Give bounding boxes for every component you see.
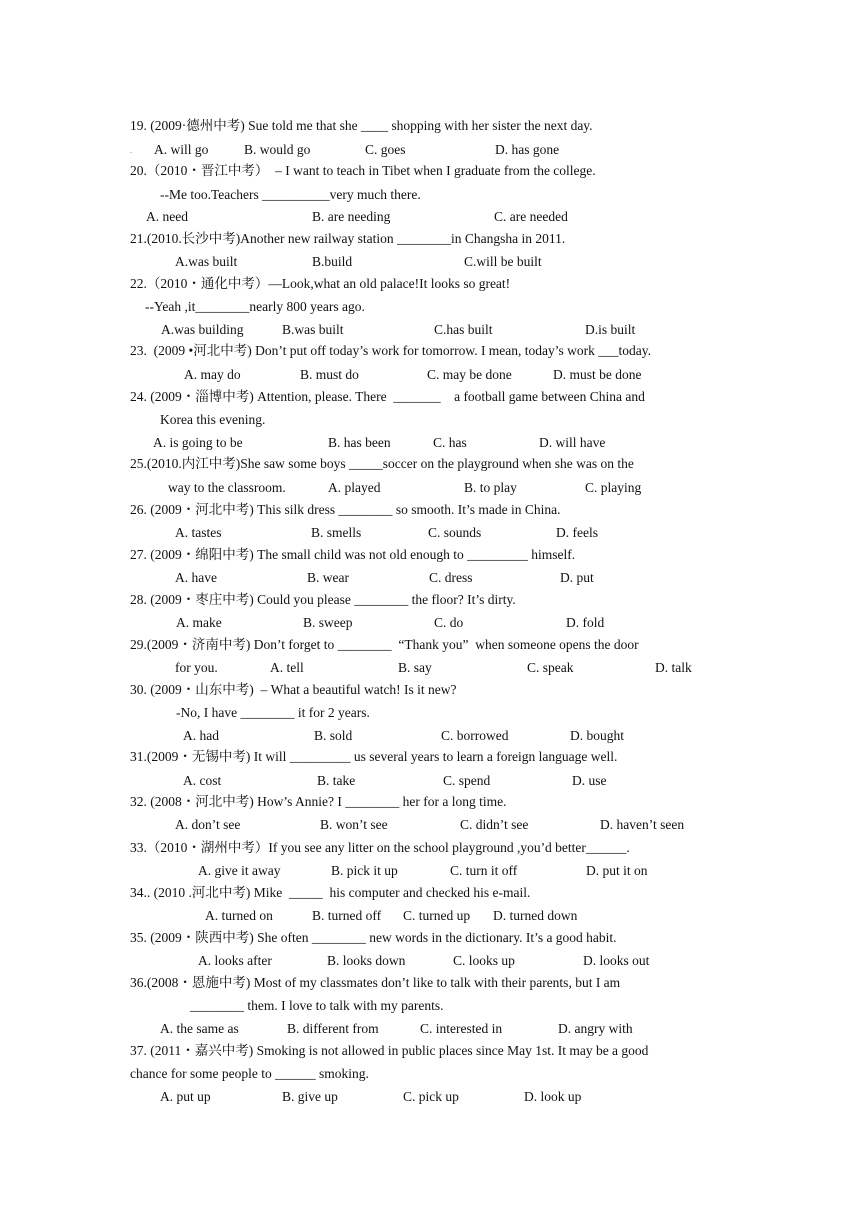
- answer-option: way to the classroom.: [168, 480, 286, 495]
- answer-option: D. turned down: [493, 908, 578, 923]
- question-stem-line: [0, 230, 860, 248]
- question-line: [0, 434, 860, 452]
- question-text: 28. (2009・枣庄中考) Could you please ________ the floor? It’s dirty.: [130, 592, 516, 607]
- answer-option: C. do: [434, 615, 464, 630]
- question-line: [0, 907, 860, 925]
- question-text: --Me too.Teachers __________very much there.: [160, 187, 421, 202]
- answer-option: D. haven’t seen: [600, 817, 685, 832]
- answer-option: A. don’t see: [175, 817, 241, 832]
- question-text: ________ them. I love to talk with my parents.: [190, 998, 444, 1013]
- stray-mark: .: [130, 146, 132, 155]
- answer-option: D.is built: [585, 322, 636, 337]
- answer-option: C. turn it off: [450, 863, 518, 878]
- question-stem-line: [0, 117, 860, 135]
- question-stem-line: [0, 681, 860, 699]
- question-text: 34.. (2010 .河北中考) Mike _____ his computer and checked his e-mail.: [130, 885, 531, 900]
- answer-option: B. must do: [300, 367, 359, 382]
- answer-option: D. must be done: [553, 367, 642, 382]
- question-line: [0, 772, 860, 790]
- question-stem-line: [0, 793, 860, 811]
- question-line: [0, 1065, 860, 1083]
- answer-option: C. are needed: [494, 209, 568, 224]
- answer-option: B. sold: [314, 728, 353, 743]
- question-text: -No, I have ________ it for 2 years.: [176, 705, 370, 720]
- answer-option: B. smells: [311, 525, 362, 540]
- answer-option: B. would go: [244, 142, 311, 157]
- question-text: 20.（2010・晋江中考） – I want to teach in Tibet when I graduate from the college.: [130, 163, 596, 178]
- answer-option: C. has: [433, 435, 467, 450]
- question-stem-line: [0, 884, 860, 902]
- question-stem-line: [0, 636, 860, 654]
- question-line: [0, 298, 860, 316]
- answer-option: D. looks out: [583, 953, 650, 968]
- answer-option: D. fold: [566, 615, 605, 630]
- question-text: 36.(2008・恩施中考) Most of my classmates don’t like to talk with their parents, but I am: [130, 975, 621, 990]
- answer-option: A. give it away: [198, 863, 281, 878]
- question-line: [0, 1088, 860, 1106]
- answer-option: D. feels: [556, 525, 598, 540]
- question-line: [0, 816, 860, 834]
- answer-option: D. look up: [524, 1089, 582, 1104]
- question-text: 30. (2009・山东中考) – What a beautiful watch! Is it new?: [130, 682, 457, 697]
- answer-option: D. has gone: [495, 142, 560, 157]
- answer-option: C. goes: [365, 142, 406, 157]
- question-text: 24. (2009・淄博中考) Attention, please. There _______ a football game between China and: [130, 389, 645, 404]
- question-line: [0, 411, 860, 429]
- answer-option: C. sounds: [428, 525, 482, 540]
- answer-option: C. borrowed: [441, 728, 509, 743]
- answer-option: A. cost: [183, 773, 222, 788]
- answer-option: B. wear: [307, 570, 349, 585]
- answer-option: C. spend: [443, 773, 491, 788]
- answer-option: A.was building: [161, 322, 244, 337]
- question-line: [0, 253, 860, 271]
- answer-option: C.has built: [434, 322, 493, 337]
- question-line: [0, 997, 860, 1015]
- question-line: [0, 614, 860, 632]
- answer-option: A. may do: [184, 367, 241, 382]
- answer-option: B. give up: [282, 1089, 338, 1104]
- answer-option: C. dress: [429, 570, 473, 585]
- question-text: 35. (2009・陕西中考) She often ________ new words in the dictionary. It’s a good habit.: [130, 930, 617, 945]
- question-text: --Yeah ,it________nearly 800 years ago.: [145, 299, 365, 314]
- answer-option: B. say: [398, 660, 432, 675]
- question-line: [0, 208, 860, 226]
- answer-option: C. playing: [585, 480, 642, 495]
- answer-option: A. played: [328, 480, 381, 495]
- question-text: 25.(2010.内江中考)She saw some boys _____soccer on the playground when she was on the: [130, 456, 634, 471]
- answer-option: A.was built: [175, 254, 238, 269]
- answer-option: A. have: [175, 570, 217, 585]
- answer-option: D. will have: [539, 435, 606, 450]
- answer-option: D. use: [572, 773, 607, 788]
- answer-option: A. will go: [154, 142, 209, 157]
- question-line: [0, 1020, 860, 1038]
- answer-option: D. angry with: [558, 1021, 633, 1036]
- answer-option: C. may be done: [427, 367, 512, 382]
- answer-option: C. looks up: [453, 953, 515, 968]
- question-line: [0, 704, 860, 722]
- question-stem-line: [0, 342, 860, 360]
- answer-option: C. speak: [527, 660, 574, 675]
- question-text: 27. (2009・绵阳中考) The small child was not old enough to _________ himself.: [130, 547, 576, 562]
- question-stem-line: [0, 1042, 860, 1060]
- answer-option: B. take: [317, 773, 356, 788]
- question-stem-line: [0, 591, 860, 609]
- question-text: 26. (2009・河北中考) This silk dress ________ so smooth. It’s made in China.: [130, 502, 561, 517]
- answer-option: B. are needing: [312, 209, 391, 224]
- answer-option: B. has been: [328, 435, 391, 450]
- answer-option: B. sweep: [303, 615, 353, 630]
- question-line: [0, 569, 860, 587]
- question-stem-line: [0, 839, 860, 857]
- answer-option: C. didn’t see: [460, 817, 529, 832]
- answer-option: A. need: [146, 209, 188, 224]
- answer-option: B. different from: [287, 1021, 379, 1036]
- question-line: [0, 366, 860, 384]
- question-text: 37. (2011・嘉兴中考) Smoking is not allowed in public places since May 1st. It may be a good: [130, 1043, 649, 1058]
- question-stem-line: [0, 748, 860, 766]
- answer-option: C. interested in: [420, 1021, 503, 1036]
- question-text: 22.（2010・通化中考）—Look,what an old palace!It looks so great!: [130, 276, 511, 291]
- question-line: [0, 141, 860, 159]
- question-text: 29.(2009・济南中考) Don’t forget to ________ “Thank you” when someone opens the door: [130, 637, 639, 652]
- question-text: 31.(2009・无锡中考) It will _________ us several years to learn a foreign language well.: [130, 749, 618, 764]
- question-stem-line: [0, 275, 860, 293]
- question-stem-line: [0, 974, 860, 992]
- question-line: [0, 524, 860, 542]
- answer-option: A. make: [176, 615, 222, 630]
- answer-option: C. turned up: [403, 908, 471, 923]
- answer-option: A. tastes: [175, 525, 222, 540]
- question-line: [0, 186, 860, 204]
- answer-option: B.build: [312, 254, 353, 269]
- answer-option: A. turned on: [205, 908, 273, 923]
- question-stem-line: [0, 162, 860, 180]
- question-line: [0, 659, 860, 677]
- answer-option: for you.: [175, 660, 218, 675]
- answer-option: B. to play: [464, 480, 517, 495]
- question-line: [0, 862, 860, 880]
- question-line: [0, 727, 860, 745]
- answer-option: A. had: [183, 728, 219, 743]
- question-text: chance for some people to ______ smoking.: [130, 1066, 369, 1081]
- answer-option: A. tell: [270, 660, 304, 675]
- question-line: [0, 479, 860, 497]
- question-text: 33.（2010・湖州中考）If you see any litter on the school playground ,you’d better______.: [130, 840, 630, 855]
- question-stem-line: [0, 455, 860, 473]
- answer-option: D. put it on: [586, 863, 648, 878]
- answer-option: C. pick up: [403, 1089, 459, 1104]
- question-stem-line: [0, 546, 860, 564]
- answer-option: B. turned off: [312, 908, 382, 923]
- question-text: 19. (2009·德州中考) Sue told me that she ____ shopping with her sister the next day.: [130, 118, 593, 133]
- answer-option: D. put: [560, 570, 594, 585]
- answer-option: A. put up: [160, 1089, 211, 1104]
- answer-option: C.will be built: [464, 254, 542, 269]
- answer-option: B.was built: [282, 322, 344, 337]
- answer-option: D. talk: [655, 660, 692, 675]
- answer-option: A. is going to be: [153, 435, 243, 450]
- question-stem-line: [0, 388, 860, 406]
- answer-option: B. pick it up: [331, 863, 398, 878]
- question-line: [0, 952, 860, 970]
- answer-option: B. looks down: [327, 953, 406, 968]
- question-text: Korea this evening.: [160, 412, 266, 427]
- answer-option: A. the same as: [160, 1021, 239, 1036]
- answer-option: D. bought: [570, 728, 624, 743]
- question-text: 21.(2010.长沙中考)Another new railway station ________in Changsha in 2011.: [130, 231, 566, 246]
- question-text: 23. (2009 •河北中考) Don’t put off today’s work for tomorrow. I mean, today’s work ___today.: [130, 343, 652, 358]
- question-text: 32. (2008・河北中考) How’s Annie? I ________ her for a long time.: [130, 794, 507, 809]
- question-line: [0, 321, 860, 339]
- answer-option: B. won’t see: [320, 817, 388, 832]
- question-stem-line: [0, 501, 860, 519]
- answer-option: A. looks after: [198, 953, 272, 968]
- question-stem-line: [0, 929, 860, 947]
